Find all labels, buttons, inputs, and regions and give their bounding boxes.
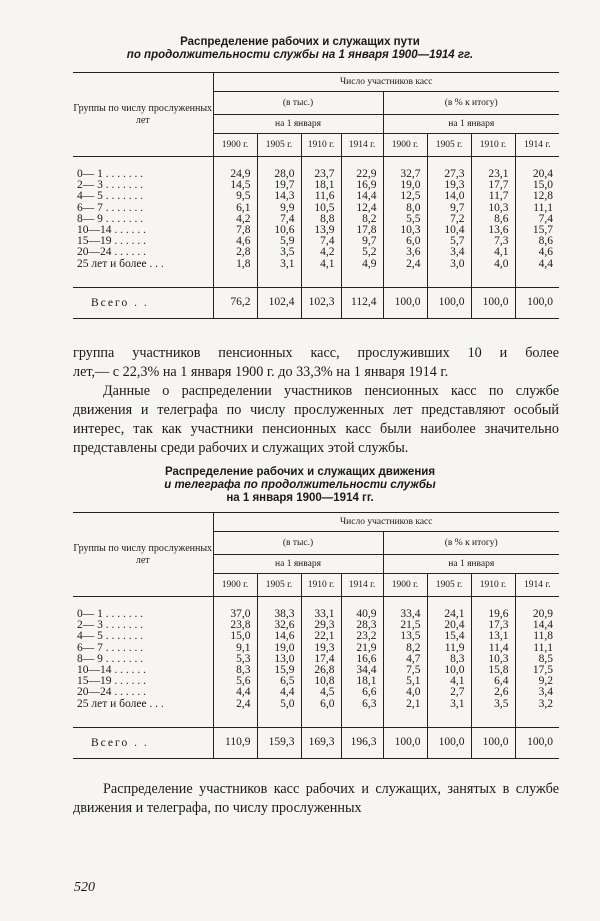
- table1-cell: 12,4: [356, 201, 377, 214]
- table2-cell: 17,4: [314, 652, 335, 665]
- table2-row-label: 20—24 . . . . . .: [77, 686, 146, 699]
- table1-date-abs: на 1 января: [213, 115, 383, 134]
- table1-cell: 12,8: [532, 190, 553, 203]
- table2-row-label: 0— 1 . . . . . . .: [77, 608, 144, 620]
- table2-column: [341, 597, 383, 728]
- table2-cell: 28,3: [356, 619, 377, 632]
- table1-cell: 10,6: [274, 224, 295, 237]
- table2-total: 110,9: [213, 728, 257, 759]
- table1-cell: 27,3: [444, 168, 465, 180]
- table1-cell: 17,7: [488, 179, 509, 192]
- table1-column: [257, 157, 301, 288]
- table2-pct-header: (в % к итогу): [383, 532, 559, 555]
- table1-cell: 8,8: [320, 212, 335, 225]
- table2-year: 1905 г.: [427, 574, 471, 597]
- table1-caption: [60, 36, 540, 62]
- table1-cell: 24,9: [230, 168, 251, 180]
- table2-cell: 14,6: [274, 630, 295, 643]
- table1-cell: 15,0: [532, 179, 553, 192]
- table1-caption-line2: по продолжительности службы на 1 января 1900—1914 гг.: [126, 49, 474, 61]
- table2-cell: 5,6: [236, 675, 251, 688]
- table1-cell: 2,4: [406, 257, 421, 270]
- table2-total: 169,3: [301, 728, 341, 759]
- table2-row-label: 10—14 . . . . . .: [77, 664, 146, 677]
- table1-total: 100,0: [427, 288, 471, 319]
- table1-year: 1914 г.: [515, 134, 559, 157]
- table1-total: 76,2: [213, 288, 257, 319]
- table1-cell: 6,0: [406, 235, 421, 248]
- table2-column: [471, 597, 515, 728]
- table1-year: 1910 г.: [301, 134, 341, 157]
- table2-cell: 9,2: [538, 675, 553, 688]
- table1-total: 102,3: [301, 288, 341, 319]
- table2-cell: 8,2: [406, 641, 421, 654]
- table2-cell: 13,1: [488, 630, 509, 643]
- table2-cell: 3,5: [494, 697, 509, 710]
- table2-year: 1914 г.: [341, 574, 383, 597]
- table2-caption-line1: Распределение рабочих и служащих движения: [164, 466, 436, 478]
- paragraph3: Распределение участников касс рабочих и служащих, занятых в службе движения и телеграфа, по числу прослуженных: [73, 781, 559, 816]
- table1-cell: 7,4: [320, 235, 335, 248]
- table1-cell: 5,5: [406, 212, 421, 225]
- table2-cell: 2,7: [450, 686, 465, 699]
- table2-cell: 10,8: [314, 675, 335, 688]
- table1-cell: 9,7: [362, 235, 377, 248]
- table1-row-label: 20—24 . . . . . .: [77, 246, 146, 259]
- table1-cell: 17,8: [356, 224, 377, 237]
- table1-pct-header: (в % к итогу): [383, 92, 559, 115]
- table1-cell: 3,0: [450, 257, 465, 270]
- table2-cell: 34,4: [356, 664, 377, 677]
- table2-cell: 20,4: [444, 619, 465, 632]
- table2-cell: 4,4: [280, 686, 295, 699]
- table1-row-label: 10—14 . . . . . .: [77, 224, 146, 237]
- table1-column: [213, 157, 257, 288]
- table1-cell: 9,7: [450, 201, 465, 214]
- table1-cell: 4,4: [538, 257, 553, 270]
- table1-cell: 4,2: [320, 246, 335, 259]
- table1-cell: 3,5: [280, 246, 295, 259]
- table2-cell: 6,6: [362, 686, 377, 699]
- table1-cell: 13,9: [314, 224, 335, 237]
- table1-cell: 7,4: [538, 212, 553, 225]
- table2-caption-line3: на 1 января 1900—1914 гг.: [226, 492, 374, 504]
- table1-cell: 4,6: [538, 246, 553, 259]
- table2-cell: 38,3: [274, 608, 295, 620]
- table2-cell: 19,3: [314, 641, 335, 654]
- table2-cell: 6,3: [362, 697, 377, 710]
- table2-year: 1905 г.: [257, 574, 301, 597]
- table2-cell: 6,4: [494, 675, 509, 688]
- table1-cell: 8,2: [362, 212, 377, 225]
- table2-cell: 7,5: [406, 664, 421, 677]
- table2-cell: 13,0: [274, 652, 295, 665]
- table2-cell: 15,9: [274, 664, 295, 677]
- table2: [73, 512, 559, 759]
- table2-cell: 8,3: [450, 652, 465, 665]
- table1-cell: 32,7: [400, 168, 421, 180]
- table1-cell: 28,0: [274, 168, 295, 180]
- table1-cell: 3,4: [450, 246, 465, 259]
- table1-cell: 7,3: [494, 235, 509, 248]
- table2-cell: 9,1: [236, 641, 251, 654]
- table1-cell: 14,3: [274, 190, 295, 203]
- table1-groups-header: Группы по числу прослуженных лет: [73, 73, 213, 157]
- table1-cell: 10,5: [314, 201, 335, 214]
- table1-date-pct: на 1 января: [383, 115, 559, 134]
- table1-row-label: 2— 3 . . . . . . .: [77, 179, 144, 192]
- table1-cell: 11,7: [488, 190, 509, 203]
- table2-groups-header: Группы по числу прослуженных лет: [73, 513, 213, 597]
- table1-cell: 2,8: [236, 246, 251, 259]
- table1-cell: 23,7: [314, 168, 335, 180]
- table2-column: [301, 597, 341, 728]
- table1-column: [301, 157, 341, 288]
- table2-cell: 20,9: [532, 608, 553, 620]
- table2-cell: 6,0: [320, 697, 335, 710]
- table1-cell: 11,6: [314, 190, 335, 203]
- table2-cell: 6,5: [280, 675, 295, 688]
- table1-total-label: Всего . .: [73, 288, 213, 319]
- table1-total: 100,0: [383, 288, 427, 319]
- table2-year: 1914 г.: [515, 574, 559, 597]
- table1-cell: 5,2: [362, 246, 377, 259]
- table1-cell: 22,9: [356, 168, 377, 180]
- table2-row-label: 15—19 . . . . . .: [77, 675, 146, 688]
- table1-cell: 14,4: [356, 190, 377, 203]
- table1-cell: 14,5: [230, 179, 251, 192]
- table2-cell: 3,4: [538, 686, 553, 699]
- table1-cell: 8,6: [494, 212, 509, 225]
- table2-cell: 4,0: [406, 686, 421, 699]
- table2-cell: 8,5: [538, 652, 553, 665]
- paragraph2: Данные о распределении участников пенсионных касс по службе движения и телеграфа по числу прослуженных лет представляют особый интерес, так как участники пенсионных касс были наиболее значительно представлены среди рабочих и служащих этой службы.: [73, 383, 559, 456]
- table1-total: 100,0: [515, 288, 559, 319]
- page-number: 520: [74, 880, 95, 895]
- table2-total: 100,0: [427, 728, 471, 759]
- table2-count-header: Число участников касс: [213, 513, 559, 532]
- table2-cell: 23,8: [230, 619, 251, 632]
- table2-total-label: Всего . .: [73, 728, 213, 759]
- table1-cell: 9,9: [280, 201, 295, 214]
- table2-column: [427, 597, 471, 728]
- table2-row-label: 2— 3 . . . . . . .: [77, 619, 144, 632]
- table2-cell: 14,4: [532, 619, 553, 632]
- table1-cell: 3,1: [280, 257, 295, 270]
- table1-count-header: Число участников касс: [213, 73, 559, 92]
- table2-year: 1910 г.: [301, 574, 341, 597]
- table2-cell: 10,0: [444, 664, 465, 677]
- table1-row-label: 6— 7 . . . . . . .: [77, 201, 144, 214]
- table2-column: [383, 597, 427, 728]
- table2-row-label: 25 лет и более . . .: [77, 697, 164, 710]
- table1-column: [471, 157, 515, 288]
- table2-total: 100,0: [515, 728, 559, 759]
- table1-cell: 7,4: [280, 212, 295, 225]
- table1-year: 1900 г.: [383, 134, 427, 157]
- table1-cell: 12,5: [400, 190, 421, 203]
- table2-cell: 8,3: [236, 664, 251, 677]
- table1-column: [383, 157, 427, 288]
- table2-total: 196,3: [341, 728, 383, 759]
- table2-cell: 40,9: [356, 608, 377, 620]
- table1-year: 1914 г.: [341, 134, 383, 157]
- table2-caption: [60, 466, 540, 505]
- table1-year: 1905 г.: [427, 134, 471, 157]
- table2-cell: 10,3: [488, 652, 509, 665]
- table2-cell: 11,8: [533, 630, 553, 643]
- table2-row-label: 8— 9 . . . . . . .: [77, 652, 144, 665]
- table1-cell: 8,0: [406, 201, 421, 214]
- table1-cell: 4,6: [236, 235, 251, 248]
- table1-cell: 4,9: [362, 257, 377, 270]
- table2-cell: 15,0: [230, 630, 251, 643]
- table1-year: 1905 г.: [257, 134, 301, 157]
- table1-cell: 1,8: [236, 257, 251, 270]
- table2-cell: 11,9: [444, 641, 465, 654]
- table1-column: [515, 157, 559, 288]
- table1-row-label: 4— 5 . . . . . . .: [77, 190, 144, 203]
- table1-cell: 7,8: [236, 224, 251, 237]
- table1-cell: 4,1: [494, 246, 509, 259]
- body-text-1: [73, 344, 559, 458]
- table1-cell: 18,1: [314, 179, 335, 192]
- table2-cell: 15,4: [444, 630, 465, 643]
- table2-year: 1900 г.: [213, 574, 257, 597]
- table2-row-labels: [73, 597, 213, 728]
- paragraph1-line1: группа участников пенсионных касс, прослуживших 10 и более: [73, 345, 559, 361]
- table1-cell: 5,9: [280, 235, 295, 248]
- table1-total: 102,4: [257, 288, 301, 319]
- table2-date-abs: на 1 января: [213, 555, 383, 574]
- table1-cell: 13,6: [488, 224, 509, 237]
- table1-cell: 20,4: [532, 168, 553, 180]
- table2-column: [213, 597, 257, 728]
- table1-cell: 15,7: [532, 224, 553, 237]
- table2-year: 1910 г.: [471, 574, 515, 597]
- table1-cell: 23,1: [488, 168, 509, 180]
- table2-cell: 11,4: [488, 641, 509, 654]
- table2-cell: 5,1: [406, 675, 421, 688]
- table2-cell: 5,3: [236, 652, 251, 665]
- table1-cell: 10,3: [400, 224, 421, 237]
- table1-cell: 6,1: [236, 201, 251, 214]
- table2-cell: 24,1: [444, 608, 465, 620]
- table2-cell: 21,5: [400, 619, 421, 632]
- table1-cell: 16,9: [356, 179, 377, 192]
- table2-cell: 4,1: [450, 675, 465, 688]
- table1-total: 112,4: [341, 288, 383, 319]
- table2-cell: 18,1: [356, 675, 377, 688]
- table2-cell: 23,2: [356, 630, 377, 643]
- table1-column: [341, 157, 383, 288]
- table1-cell: 19,7: [274, 179, 295, 192]
- table1-cell: 10,4: [444, 224, 465, 237]
- table2-cell: 5,0: [280, 697, 295, 710]
- table2-cell: 26,8: [314, 664, 335, 677]
- table1: [73, 72, 559, 319]
- table2-cell: 4,5: [320, 686, 335, 699]
- table2-cell: 11,1: [533, 641, 553, 654]
- table1-row-label: 0— 1 . . . . . . .: [77, 168, 144, 180]
- table2-column: [515, 597, 559, 728]
- table1-cell: 3,6: [406, 246, 421, 259]
- table2-cell: 2,6: [494, 686, 509, 699]
- table2-row-label: 4— 5 . . . . . . .: [77, 630, 144, 643]
- table2-cell: 4,4: [236, 686, 251, 699]
- table2-cell: 2,4: [236, 697, 251, 710]
- table1-cell: 5,7: [450, 235, 465, 248]
- table1-cell: 11,1: [533, 201, 553, 214]
- table1-row-label: 15—19 . . . . . .: [77, 235, 146, 248]
- table1-cell: 10,3: [488, 201, 509, 214]
- table2-cell: 37,0: [230, 608, 251, 620]
- table1-total: 100,0: [471, 288, 515, 319]
- table1-cell: 19,3: [444, 179, 465, 192]
- table2-total: 100,0: [383, 728, 427, 759]
- table1-cell: 9,5: [236, 190, 251, 203]
- table2-cell: 29,3: [314, 619, 335, 632]
- table2-cell: 22,1: [314, 630, 335, 643]
- table1-row-label: 25 лет и более . . .: [77, 257, 164, 270]
- table1-cell: 14,0: [444, 190, 465, 203]
- table2-cell: 3,1: [450, 697, 465, 710]
- paragraph1-line2: лет,— с 22,3% на 1 января 1900 г. до 33,3% на 1 января 1914 г.: [73, 364, 449, 380]
- table1-cell: 19,0: [400, 179, 421, 192]
- table1-column: [427, 157, 471, 288]
- table1-cell: 8,6: [538, 235, 553, 248]
- body-text-2: [73, 780, 559, 818]
- table2-date-pct: на 1 января: [383, 555, 559, 574]
- table1-cell: 7,2: [450, 212, 465, 225]
- table2-cell: 33,4: [400, 608, 421, 620]
- table2-cell: 3,2: [538, 697, 553, 710]
- table2-cell: 32,6: [274, 619, 295, 632]
- table1-row-labels: [73, 157, 213, 288]
- table2-cell: 13,5: [400, 630, 421, 643]
- table2-cell: 19,6: [488, 608, 509, 620]
- table2-cell: 21,9: [356, 641, 377, 654]
- table1-abs-header: (в тыс.): [213, 92, 383, 115]
- table2-column: [257, 597, 301, 728]
- table2-cell: 17,3: [488, 619, 509, 632]
- table1-cell: 4,0: [494, 257, 509, 270]
- table2-row-label: 6— 7 . . . . . . .: [77, 641, 144, 654]
- table2-cell: 33,1: [314, 608, 335, 620]
- table2-abs-header: (в тыс.): [213, 532, 383, 555]
- table2-cell: 4,7: [406, 652, 421, 665]
- table2-cell: 19,0: [274, 641, 295, 654]
- table2-cell: 16,6: [356, 652, 377, 665]
- table2-total: 159,3: [257, 728, 301, 759]
- table2-total: 100,0: [471, 728, 515, 759]
- table2-year: 1900 г.: [383, 574, 427, 597]
- table2-caption-line2: и телеграфа по продолжительности службы: [164, 479, 436, 491]
- table1-row-label: 8— 9 . . . . . . .: [77, 212, 144, 225]
- table1-cell: 4,2: [236, 212, 251, 225]
- table1-year: 1910 г.: [471, 134, 515, 157]
- table1-cell: 4,1: [320, 257, 335, 270]
- table2-cell: 17,5: [532, 664, 553, 677]
- table2-cell: 15,8: [488, 664, 509, 677]
- table1-year: 1900 г.: [213, 134, 257, 157]
- table2-cell: 2,1: [406, 697, 421, 710]
- table1-caption-line1: Распределение рабочих и служащих пути: [180, 36, 420, 48]
